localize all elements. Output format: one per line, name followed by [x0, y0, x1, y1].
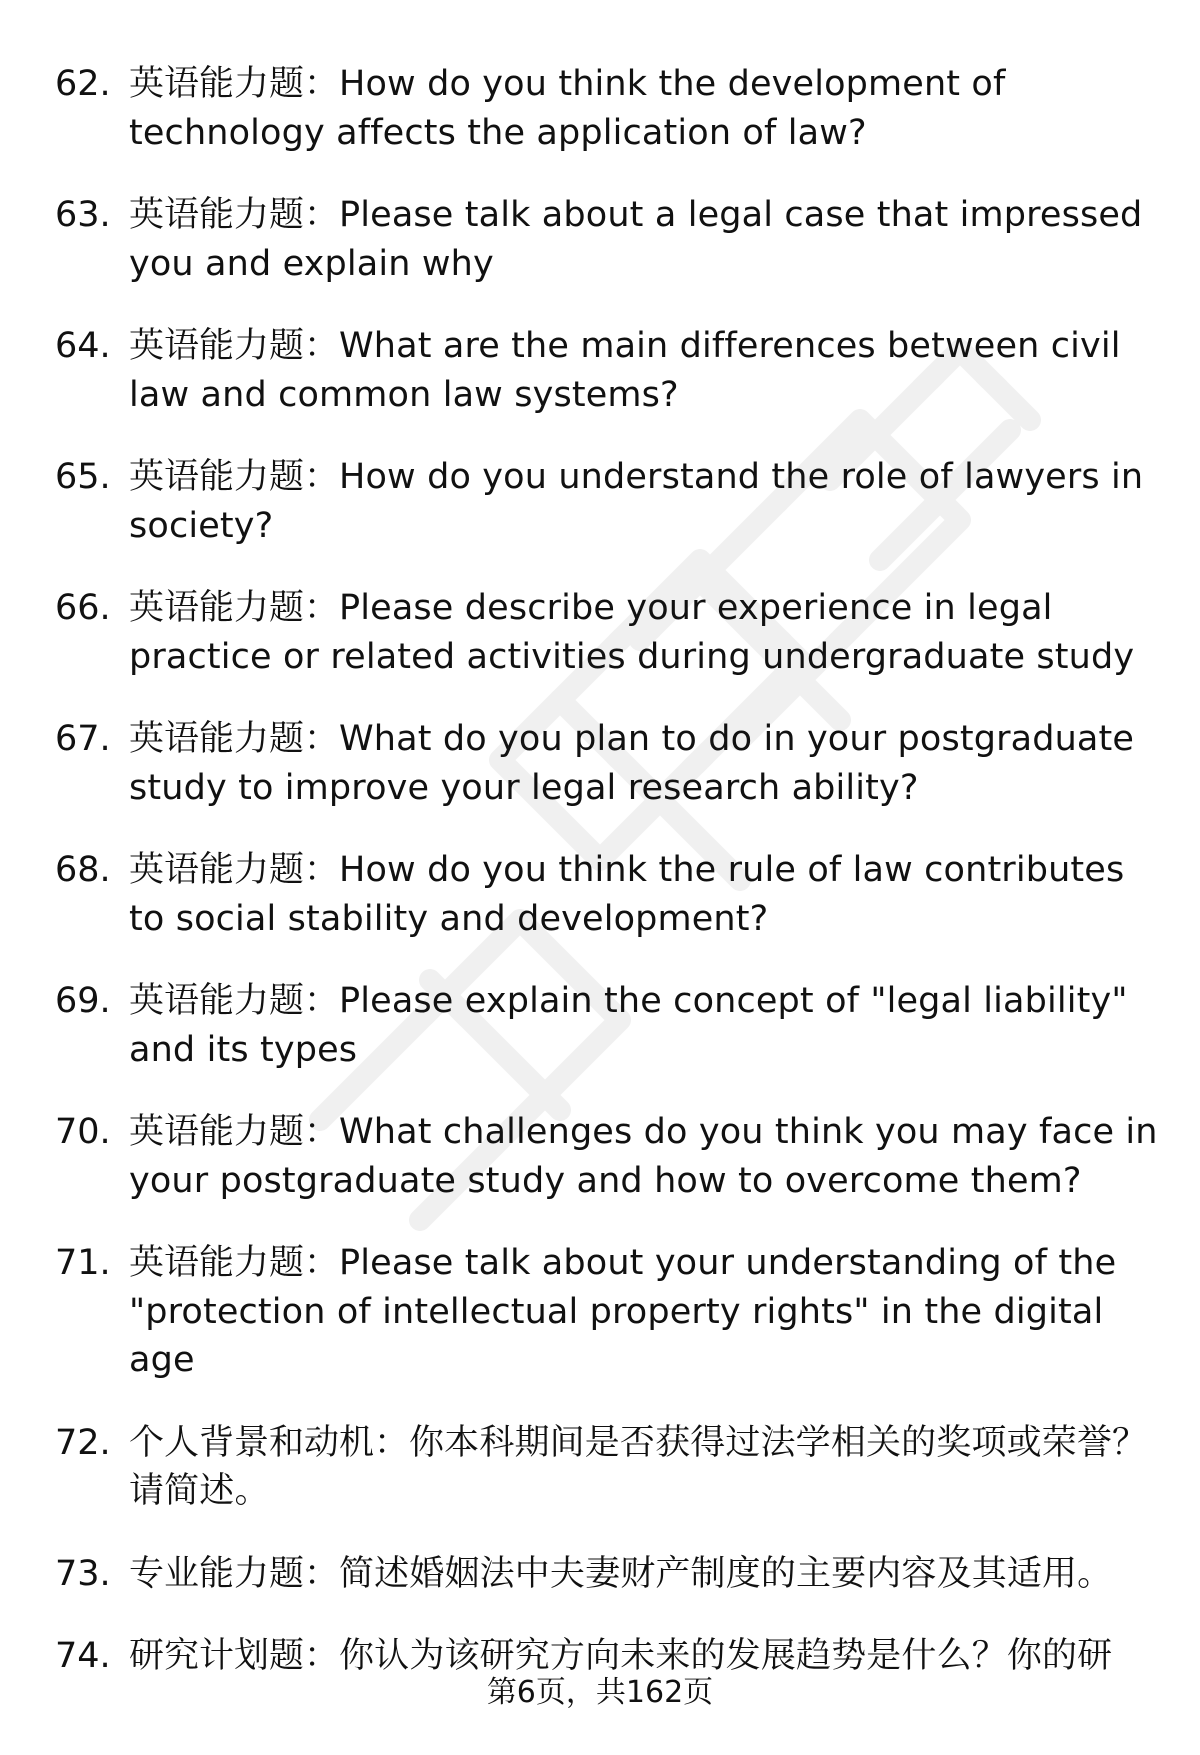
question-text: How do you understand the role of lawyers in society? [129, 457, 1144, 546]
question-text: How do you think the development of technology affects the application of law? [129, 64, 1006, 153]
question-text: 你本科期间是否获得过法学相关的奖项或荣誉？请简述。 [129, 1422, 1148, 1511]
question-category: 英语能力题： [129, 1243, 340, 1283]
question-text: What do you plan to do in your postgraduate study to improve your legal research ability? [129, 719, 1135, 808]
question-category: 英语能力题： [129, 981, 340, 1021]
question-category: 个人背景和动机： [129, 1422, 410, 1463]
question-content [129, 584, 1165, 681]
question-content [129, 60, 1165, 157]
question-number: 65. [55, 457, 111, 497]
question-category: 专业能力题： [129, 1553, 340, 1594]
question-item-67 [55, 715, 1165, 812]
question-category: 英语能力题： [129, 64, 340, 104]
question-content [129, 1550, 1165, 1599]
question-item-71 [55, 1239, 1165, 1385]
question-number: 68. [55, 850, 111, 890]
question-text: 简述婚姻法中夫妻财产制度的主要内容及其适用。 [339, 1553, 1113, 1594]
question-item-73 [55, 1550, 1165, 1599]
question-category: 研究计划题： [129, 1636, 340, 1676]
question-category: 英语能力题： [129, 326, 340, 366]
question-item-70 [55, 1108, 1165, 1205]
question-number: 63. [55, 195, 111, 235]
question-item-66 [55, 584, 1165, 681]
question-number: 67. [55, 719, 111, 759]
question-number: 66. [55, 588, 111, 628]
page-footer: 第6页，共162页 [486, 1675, 714, 1710]
question-number: 72. [55, 1422, 111, 1463]
question-item-63 [55, 191, 1165, 288]
question-number: 73. [55, 1553, 111, 1594]
question-text: What are the main differences between civil law and common law systems? [129, 326, 1121, 415]
question-number: 62. [55, 64, 111, 104]
question-number: 71. [55, 1243, 111, 1283]
question-category: 英语能力题： [129, 588, 340, 628]
question-text: Please describe your experience in legal practice or related activities during undergraduate study [129, 588, 1135, 677]
question-list [55, 60, 1165, 1715]
question-content [129, 191, 1165, 288]
question-content [129, 1108, 1165, 1205]
question-content [129, 715, 1165, 812]
question-text: Please talk about a legal case that impressed you and explain why [129, 195, 1143, 284]
question-text: What challenges do you think you may face in your postgraduate study and how to overcome them? [129, 1112, 1158, 1201]
question-item-72 [55, 1419, 1165, 1516]
question-number: 64. [55, 326, 111, 366]
question-item-65 [55, 453, 1165, 550]
question-number: 69. [55, 981, 111, 1021]
question-category: 英语能力题： [129, 850, 340, 890]
question-content [129, 977, 1165, 1074]
question-item-68 [55, 846, 1165, 943]
question-content [129, 846, 1165, 943]
question-content [129, 1419, 1165, 1516]
question-number: 70. [55, 1112, 111, 1152]
question-item-62 [55, 60, 1165, 157]
question-number: 74. [55, 1636, 111, 1676]
question-content [129, 322, 1165, 419]
question-content [129, 453, 1165, 550]
question-text: Please talk about your understanding of the "protection of intellectual property rights" in the digital age [129, 1243, 1117, 1380]
question-text: How do you think the rule of law contributes to social stability and development? [129, 850, 1125, 939]
question-item-64 [55, 322, 1165, 419]
question-category: 英语能力题： [129, 195, 340, 235]
question-content [129, 1239, 1165, 1385]
question-text: 你认为该研究方向未来的发展趋势是什么？你的研 [339, 1636, 1113, 1676]
question-category: 英语能力题： [129, 1112, 340, 1152]
question-category: 英语能力题： [129, 457, 340, 497]
question-item-69 [55, 977, 1165, 1074]
question-text: Please explain the concept of "legal liability" and its types [129, 981, 1128, 1070]
question-category: 英语能力题： [129, 719, 340, 759]
